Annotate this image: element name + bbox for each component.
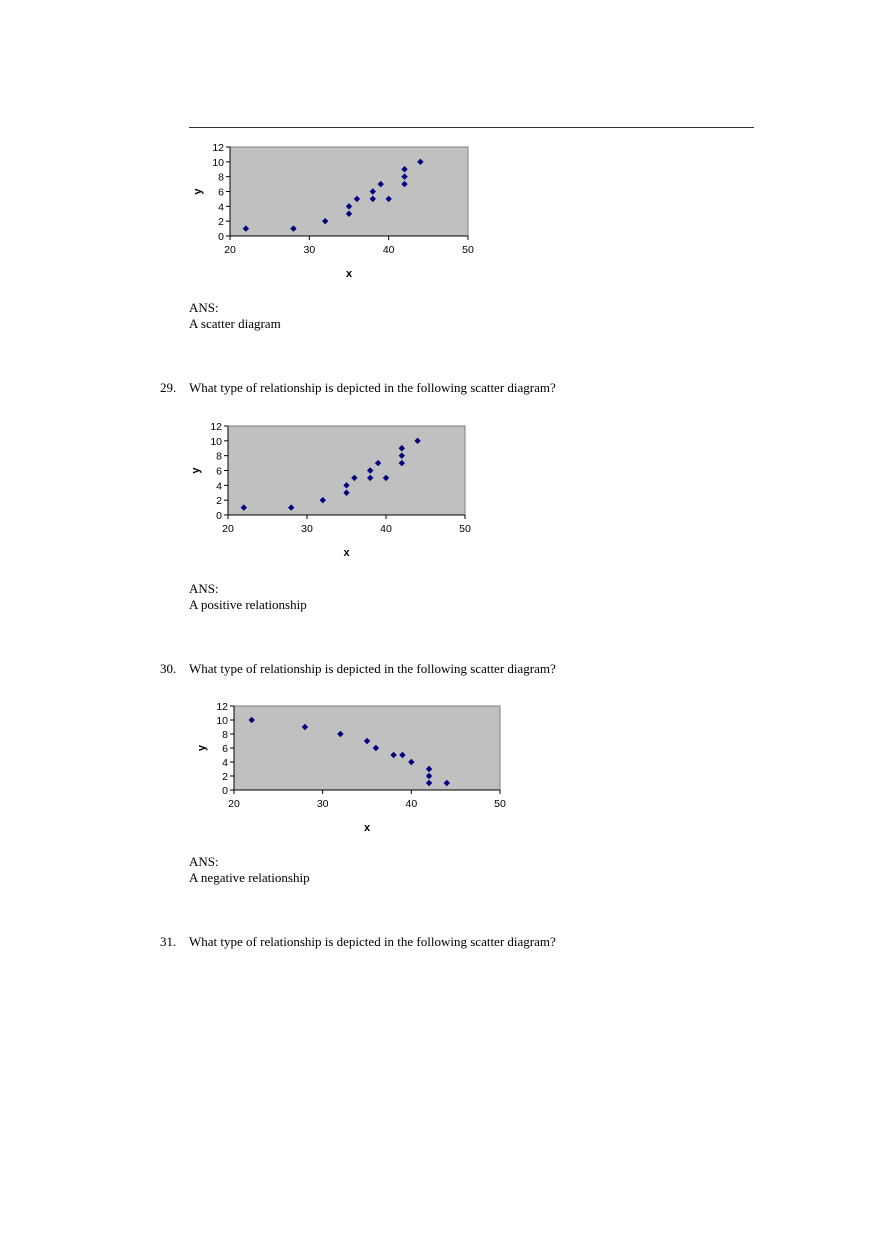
- x-tick-label: 20: [228, 798, 240, 810]
- question-text-30: What type of relationship is depicted in the following scatter diagram?: [189, 661, 556, 676]
- answer-label-30: ANS:: [189, 854, 219, 869]
- y-tick-label: 2: [218, 216, 224, 229]
- x-tick-label: 50: [462, 244, 474, 256]
- x-tick-label: 40: [380, 523, 392, 535]
- x-tick-label: 30: [303, 244, 316, 256]
- answer-text-30: A negative relationship: [189, 870, 310, 885]
- y-tick-label: 8: [218, 171, 224, 184]
- x-tick-label: 30: [301, 523, 313, 535]
- scatter-chart-3: [0, 560, 880, 860]
- y-tick-label: 0: [216, 510, 222, 522]
- answer-text-29: A positive relationship: [189, 597, 307, 612]
- y-tick-label: 6: [216, 465, 222, 478]
- question-text-29: What type of relationship is depicted in the following scatter diagram?: [189, 380, 556, 395]
- question-number-31: 31.: [160, 934, 177, 949]
- y-tick-label: 4: [222, 757, 228, 769]
- x-tick-label: 40: [405, 798, 418, 810]
- y-tick-label: 8: [216, 450, 222, 463]
- y-tick-label: 0: [222, 785, 228, 797]
- y-axis-title: y: [192, 188, 204, 195]
- answer-label-1: ANS:: [189, 300, 219, 315]
- plot-area: [228, 426, 465, 515]
- x-tick-label: 50: [494, 798, 506, 810]
- y-tick-label: 6: [222, 743, 228, 755]
- plot-area: [234, 706, 500, 790]
- y-tick-label: 10: [210, 435, 222, 448]
- x-axis-title: x: [345, 268, 353, 280]
- x-axis-title: x: [343, 547, 350, 559]
- x-axis-title: x: [363, 822, 371, 834]
- scatter-chart-1: [0, 0, 880, 300]
- x-tick-label: 20: [224, 244, 236, 256]
- y-tick-label: 12: [216, 701, 228, 713]
- y-tick-label: 10: [212, 156, 224, 169]
- y-tick-label: 4: [216, 480, 222, 493]
- question-number-29: 29.: [160, 380, 177, 395]
- y-tick-label: 8: [222, 729, 228, 741]
- y-tick-label: 10: [216, 715, 228, 727]
- answer-label-29: ANS:: [189, 581, 219, 596]
- y-axis-title: y: [196, 744, 208, 752]
- y-tick-label: 2: [216, 495, 222, 508]
- x-tick-label: 20: [222, 523, 234, 535]
- scatter-chart-2: [0, 280, 880, 580]
- answer-text-1: A scatter diagram: [189, 316, 281, 331]
- y-tick-label: 4: [218, 201, 224, 214]
- plot-area: [230, 147, 468, 236]
- y-tick-label: 12: [212, 142, 224, 154]
- x-tick-label: 30: [316, 798, 329, 810]
- x-tick-label: 40: [382, 244, 395, 256]
- question-number-30: 30.: [160, 661, 177, 676]
- question-text-31: What type of relationship is depicted in the following scatter diagram?: [189, 934, 556, 949]
- y-tick-label: 0: [218, 231, 224, 243]
- x-tick-label: 50: [459, 523, 471, 535]
- y-tick-label: 6: [218, 186, 224, 199]
- y-tick-label: 2: [222, 771, 228, 783]
- y-tick-label: 12: [210, 421, 222, 433]
- y-axis-title: y: [190, 467, 202, 474]
